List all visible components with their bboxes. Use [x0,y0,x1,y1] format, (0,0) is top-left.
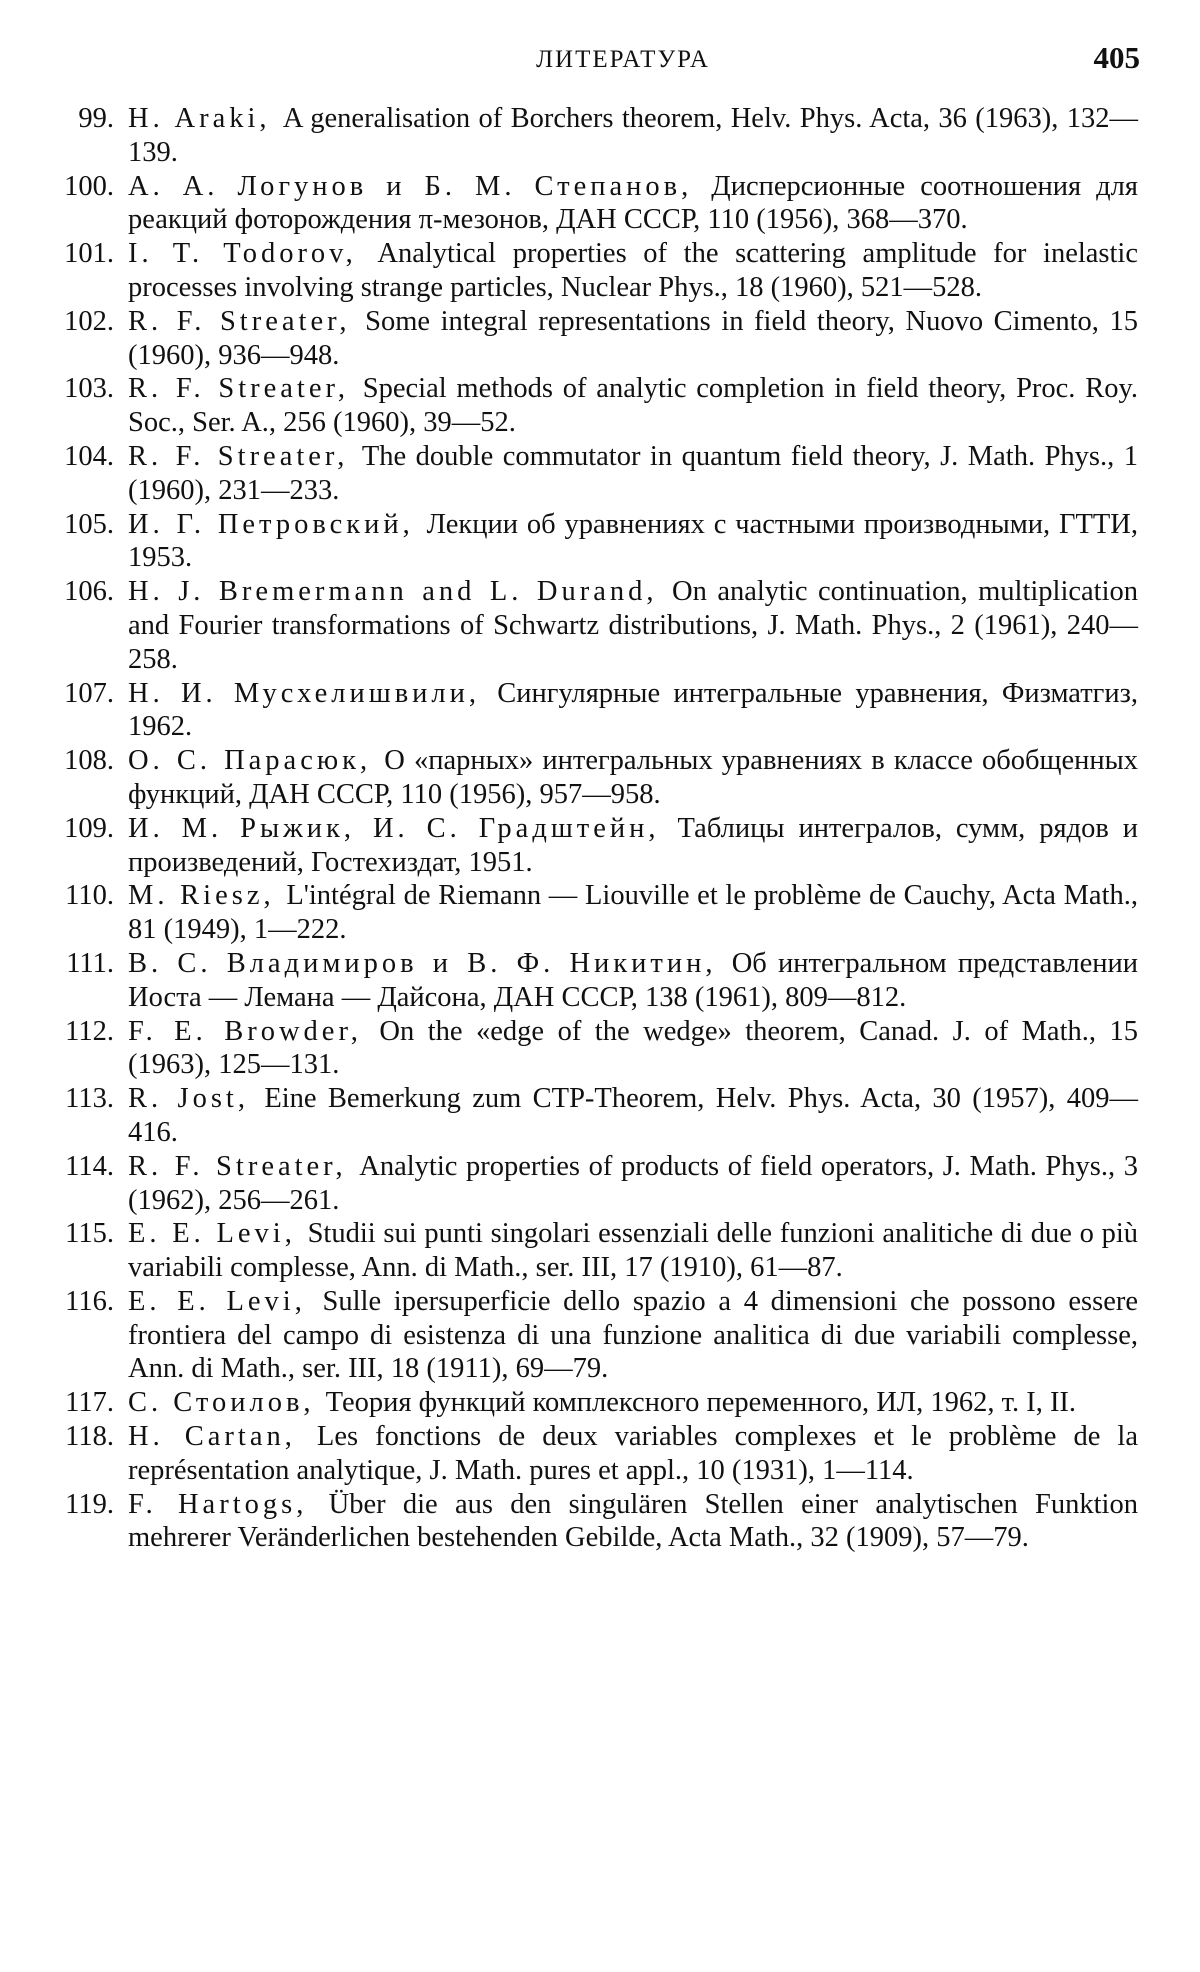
reference-number: 104. [64,440,114,472]
reference-author: О. С. Парасюк, [128,745,385,777]
reference-number: 110. [65,880,114,912]
reference-item [64,744,1139,812]
reference-item [65,1420,1138,1488]
reference-item [65,1285,1138,1386]
reference-text: A generalisation of Borchers theorem, Helv. Phys. Acta, 36 (1963), 132—139. [128,103,1138,168]
page-header [108,38,1138,88]
running-title: ЛИТЕРАТУРА [536,46,710,73]
reference-item [64,372,1138,440]
reference-number: 105. [64,508,114,540]
reference-author: R. F. Streater, [128,305,366,337]
reference-author: F. Hartogs, [128,1488,329,1520]
reference-text: Über die aus den singulären Stellen einer analytischen Funktion mehrerer Veränderlichen bestehenden Gebilde, Acta Math., 32 (1909), 57—79. [128,1488,1138,1554]
book-page [64,38,1140,1555]
reference-text: Теория функций комплексного переменного, ИЛ, 1962, т. I, II. [325,1387,1077,1419]
reference-author: R. F. Streater, [128,1150,360,1182]
reference-text: The double commutator in quantum field theory, J. Math. Phys., 1 (1960), 231—233. [128,440,1138,506]
reference-author: E. E. Levi, [128,1218,308,1250]
reference-number: 117. [65,1387,114,1419]
reference-number: 108. [64,745,114,777]
reference-item [65,1015,1138,1083]
reference-item [65,1082,1138,1150]
reference-author: R. F. Streater, [128,373,363,405]
reference-number: 113. [65,1083,114,1115]
reference-number: 103. [64,373,114,405]
reference-item [78,102,1138,170]
reference-text: Сингулярные интегральные уравнения, Физматгиз, 1962. [128,677,1138,743]
reference-text: Analytic properties of products of field operators, J. Math. Phys., 3 (1962), 256—261. [128,1150,1138,1216]
reference-author: R. F. Streater, [128,440,362,472]
reference-list [64,102,1139,1555]
reference-author: С. Стоилов, [128,1387,326,1419]
reference-author: M. Riesz, [128,880,287,912]
reference-text: On the «edge of the wedge» theorem, Canad. J. of Math., 15 (1963), 125—131. [128,1015,1138,1081]
reference-author: Н. И. Мусхелишвили, [128,677,498,709]
reference-number: 109. [64,812,114,844]
reference-item [64,237,1138,305]
reference-number: 119. [65,1488,114,1520]
reference-number: 100. [64,170,114,202]
reference-number: 116. [65,1285,114,1317]
reference-text: Some integral representations in field theory, Nuovo Cimento, 15 (1960), 936—948. [128,305,1139,371]
reference-author: F. E. Browder, [128,1015,380,1047]
reference-number: 106. [64,576,114,608]
reference-text: Таблицы интегралов, сумм, рядов и произведений, Гостехиздат, 1951. [128,812,1138,878]
reference-author: E. E. Levi, [128,1285,323,1317]
page-number: 405 [1093,40,1140,75]
reference-number: 118. [65,1421,114,1453]
reference-number: 107. [64,677,114,709]
reference-item [65,1217,1138,1285]
reference-item [64,170,1139,238]
reference-item [64,677,1138,745]
reference-item [65,1386,1138,1420]
reference-author: H. J. Bremermann and L. Durand, [128,576,672,608]
reference-text: Studii sui punti singolari essenziali delle funzioni analitiche di due o più variabili complesse, Ann. di Math., ser. III, 17 (1910), 61—87. [128,1218,1138,1284]
reference-text: L'intégral de Riemann — Liouville et le problème de Cauchy, Acta Math., 81 (1949), 1—222. [128,880,1138,946]
reference-number: 111. [66,947,114,979]
reference-text: Analytical properties of the scattering amplitude for inelastic processes involving strange particles, Nuclear Phys., 18 (1960), 521—528. [128,238,1138,303]
reference-number: 102. [64,305,114,337]
reference-text: Special methods of analytic completion in field theory, Proc. Roy. Soc., Ser. A., 256 (1960), 39—52. [128,373,1138,439]
reference-author: И. Г. Петровский, [128,508,427,540]
reference-text: Дисперсионные соотношения для реакций фоторождения π-мезонов, ДАН СССР, 110 (1956), 368—370. [128,170,1139,236]
reference-item [65,1488,1138,1556]
reference-number: 115. [65,1218,114,1250]
reference-author: В. С. Владимиров и В. Ф. Никитин, [128,947,732,979]
reference-author: H. Cartan, [128,1421,317,1453]
reference-text: О «парных» интегральных уравнениях в классе обобщенных функций, ДАН СССР, 110 (1956), 957—958. [128,745,1139,810]
reference-item [66,947,1138,1015]
reference-author: А. А. Логунов и Б. М. Степанов, [128,170,712,202]
reference-author: I. T. Todorov, [128,238,378,270]
reference-item [64,575,1139,676]
reference-item [64,508,1139,576]
reference-item [64,305,1139,373]
reference-text: Об интегральном представлении Иоста — Лемана — Дайсона, ДАН СССР, 138 (1961), 809—812. [128,947,1138,1013]
reference-author: И. М. Рыжик, И. С. Градштейн, [128,812,678,844]
reference-author: R. Jost, [128,1083,265,1115]
reference-text: Лекции об уравнениях с частными производными, ГТТИ, 1953. [128,508,1139,574]
reference-number: 99. [78,103,114,134]
reference-number: 101. [64,238,114,270]
reference-text: Sulle ipersuperficie dello spazio a 4 dimensioni che possono essere frontiera del campo di esistenza di una funzione analitica di due variabili complesse, Ann. di Math., ser. III, 18 (1911), 69—79. [128,1285,1138,1385]
reference-text: Les fonctions de deux variables complexes et le problème de la représentation analytique, J. Math. pures et appl., 10 (1931), 1—114. [128,1421,1138,1486]
reference-number: 114. [65,1150,114,1182]
reference-text: Eine Bemerkung zum CTP-Theorem, Helv. Phys. Acta, 30 (1957), 409—416. [128,1083,1138,1148]
reference-item [65,879,1138,947]
reference-author: H. Araki, [128,103,283,134]
reference-item [64,440,1138,508]
reference-number: 112. [65,1015,114,1047]
reference-text: On analytic continuation, multiplication and Fourier transformations of Schwartz distributions, J. Math. Phys., 2 (1961), 240—258. [128,576,1139,675]
reference-item [64,812,1138,880]
reference-item [65,1150,1138,1218]
